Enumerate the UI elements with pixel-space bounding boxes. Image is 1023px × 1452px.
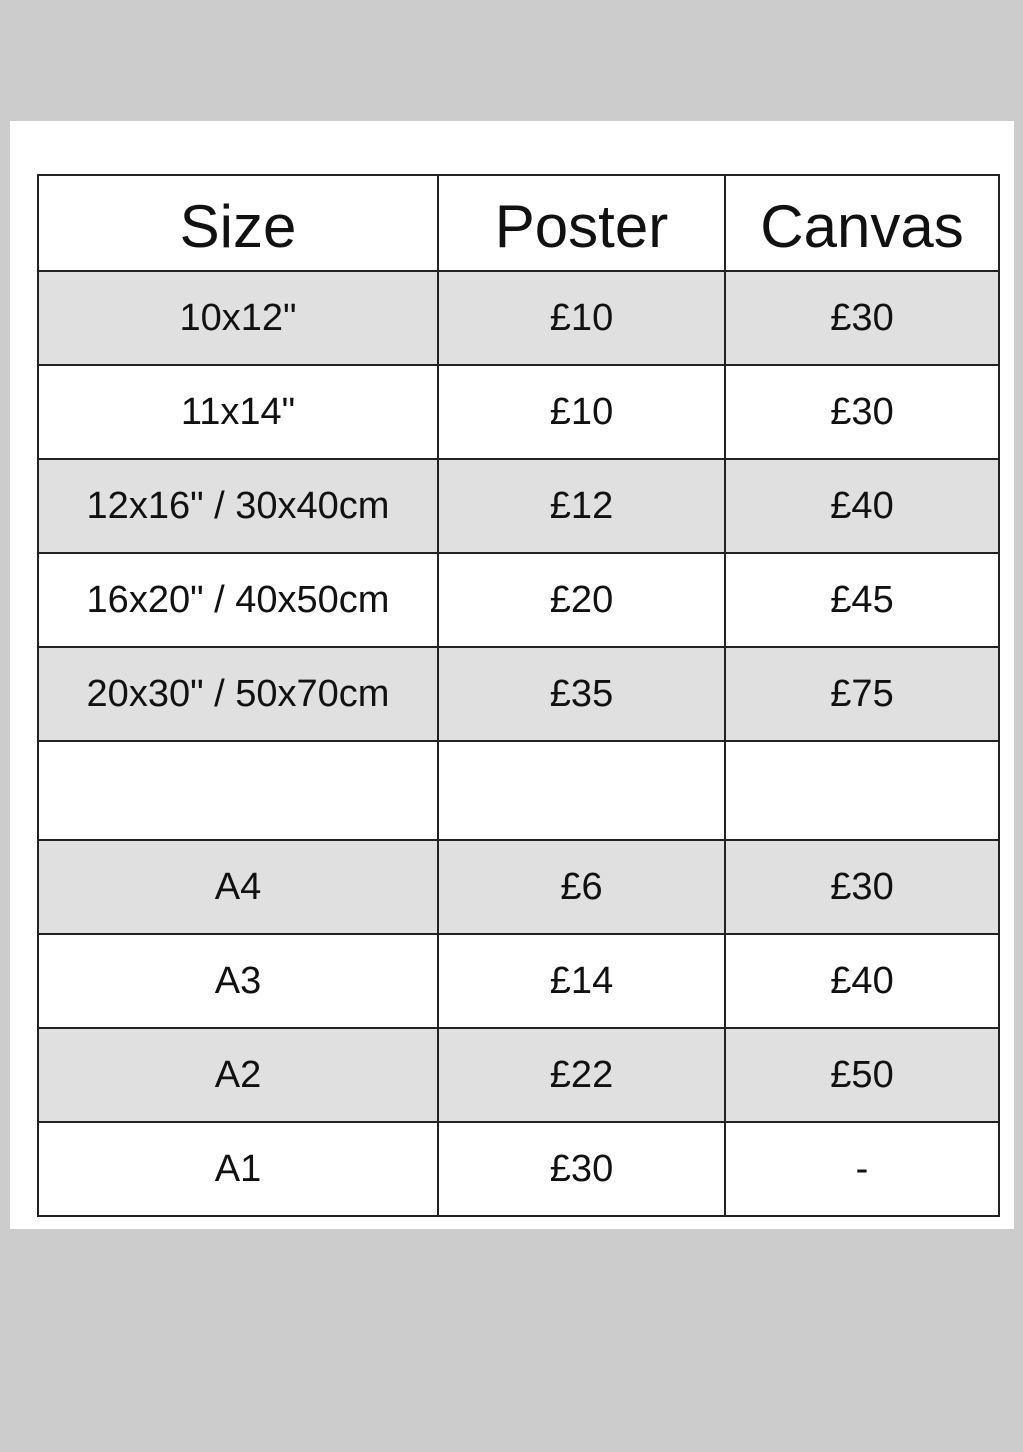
- price-sheet: [10, 121, 1014, 1229]
- canvas-price-cell: £30: [725, 840, 999, 934]
- table-row: [38, 647, 999, 741]
- canvas-price-cell: £75: [725, 647, 999, 741]
- poster-price-cell: £35: [438, 647, 725, 741]
- canvas-price-cell: £50: [725, 1028, 999, 1122]
- size-cell: 12x16" / 30x40cm: [38, 459, 438, 553]
- poster-price-cell: £20: [438, 553, 725, 647]
- poster-price-cell: £6: [438, 840, 725, 934]
- table-row: [38, 934, 999, 1028]
- table-row: [38, 365, 999, 459]
- spacer-row: [38, 741, 999, 840]
- canvas-price-cell: £40: [725, 934, 999, 1028]
- size-cell: [38, 741, 438, 840]
- canvas-price-cell: -: [725, 1122, 999, 1216]
- table-row: [38, 553, 999, 647]
- canvas-price-cell: £45: [725, 553, 999, 647]
- table-row: [38, 1122, 999, 1216]
- size-cell: 10x12": [38, 271, 438, 365]
- poster-price-cell: £30: [438, 1122, 725, 1216]
- header-poster: Poster: [438, 175, 725, 271]
- size-cell: A1: [38, 1122, 438, 1216]
- canvas-price-cell: £40: [725, 459, 999, 553]
- header-row: [38, 175, 999, 271]
- header-size: Size: [38, 175, 438, 271]
- table-row: [38, 840, 999, 934]
- table-row: [38, 1028, 999, 1122]
- poster-price-cell: £10: [438, 365, 725, 459]
- canvas-price-cell: [725, 741, 999, 840]
- poster-price-cell: £10: [438, 271, 725, 365]
- size-cell: A2: [38, 1028, 438, 1122]
- poster-price-cell: £14: [438, 934, 725, 1028]
- poster-price-cell: [438, 741, 725, 840]
- size-cell: 20x30" / 50x70cm: [38, 647, 438, 741]
- poster-price-cell: £12: [438, 459, 725, 553]
- poster-price-cell: £22: [438, 1028, 725, 1122]
- size-cell: A4: [38, 840, 438, 934]
- table-row: [38, 459, 999, 553]
- size-cell: 16x20" / 40x50cm: [38, 553, 438, 647]
- table-row: [38, 271, 999, 365]
- size-cell: 11x14": [38, 365, 438, 459]
- canvas-price-cell: £30: [725, 365, 999, 459]
- price-table: [37, 174, 1000, 1217]
- canvas-price-cell: £30: [725, 271, 999, 365]
- header-canvas: Canvas: [725, 175, 999, 271]
- size-cell: A3: [38, 934, 438, 1028]
